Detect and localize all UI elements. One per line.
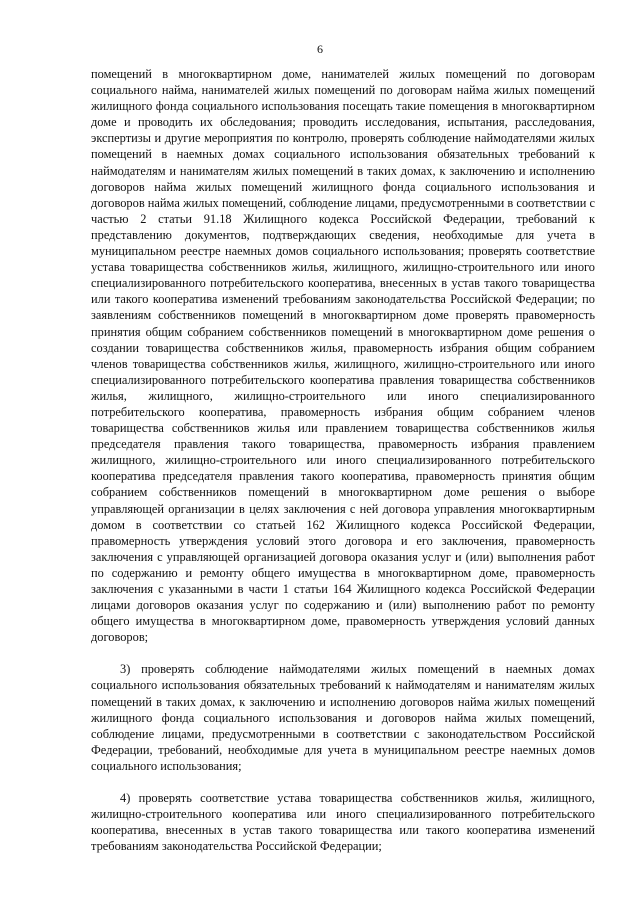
document-body bbox=[91, 66, 595, 854]
page-number: 6 bbox=[317, 42, 323, 56]
paragraph-continuation: помещений в многоквартирном доме, нанимателей жилых помещений по договорам социального найма, нанимателей жилых помещений по договорам найма жилых помещений жилищного фонда социального использования посещать такие помещения в многоквартирном доме и проводить их обследования; проводить исследования, испытания, расследования, экспертизы и другие мероприятия по контролю, проверять соблюдение наймодателями жилых помещений в наемных домах социального использования обязательных требований к наймодателям и нанимателям жилых помещений в таких домах, к заключению и исполнению договоров найма жилых помещений жилищного фонда социального использования и договоров найма жилых помещений, соблюдение лицами, предусмотренными в соответствии с частью 2 статьи 91.18 Жилищного кодекса Российской Федерации, требований к представлению документов, подтверждающих сведения, необходимые для учета в муниципальном реестре наемных домов социального использования; проверять соответствие устава товарищества собственников жилья, жилищного, жилищно-строительного или иного специализированного потребительского кооператива, внесенных в устав такого товарищества или такого кооператива изменений требованиям законодательства Российской Федерации; по заявлениям собственников помещений в многоквартирном доме проверять правомерность принятия общим собранием собственников помещений в многоквартирном доме решения о создании товарищества собственников жилья, правомерность избрания общим собранием членов товарищества собственников жилья, жилищного, жилищно-строительного или иного специализированного потребительского кооператива правления товарищества собственников жилья, жилищного, жилищно-строительного или иного специализированного потребительского кооператива, правомерность избрания общим собранием членов товарищества собственников жилья или правлением товарищества собственников жилья председателя правления такого товарищества, правомерность избрания правлением жилищного, жилищно-строительного или иного специализированного потребительского кооператива председателя правления такого кооператива, правомерность принятия общим собранием собственников помещений в многоквартирном доме решения о выборе управляющей организации в целях заключения с ней договора управления многоквартирным домом в соответствии со статьей 162 Жилищного кодекса Российской Федерации, правомерность утверждения условий этого договора и его заключения, правомерность заключения с управляющей организацией договора оказания услуг и (или) выполнения работ по содержанию и ремонту общего имущества в многоквартирном доме, правомерность заключения с указанными в части 1 статьи 164 Жилищного кодекса Российской Федерации лицами договоров оказания услуг по содержанию и (или) выполнению работ по ремонту общего имущества в многоквартирном доме, правомерность утверждения условий данных договоров; bbox=[91, 67, 595, 645]
paragraph-item-4: 4) проверять соответствие устава товарищества собственников жилья, жилищного, жилищно-строительного кооператива или иного специализированного потребительского кооператива, внесенных в устав такого товарищества или такого кооператива изменений требованиям законодательства Российской Федерации; bbox=[91, 791, 595, 854]
paragraph-item-3: 3) проверять соблюдение наймодателями жилых помещений в наемных домах социального использования обязательных требований к наймодателям и нанимателям жилых помещений в таких домах, к заключению и исполнению договоров найма жилых помещений жилищного фонда социального использования и договоров найма жилых помещений, соблюдение лицами, предусмотренными в соответствии с законодательством Российской Федерации, требований, необходимые для учета в муниципальном реестре наемных домов социального использования; bbox=[91, 662, 595, 773]
